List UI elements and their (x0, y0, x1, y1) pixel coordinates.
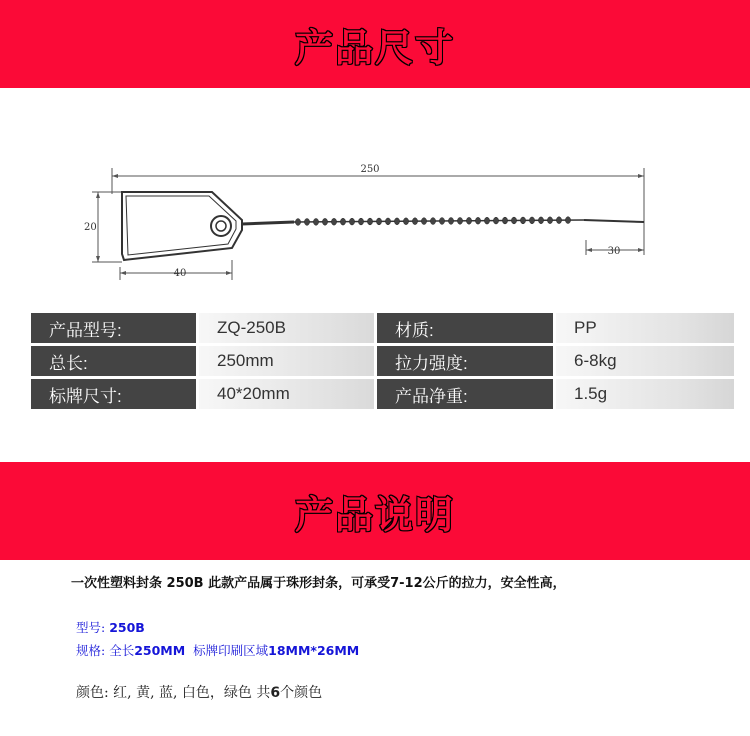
header-banner-description (0, 462, 750, 560)
strap-bead (484, 217, 489, 224)
strap-bead (502, 217, 507, 224)
spec-label-tag-size: 标牌尺寸: (31, 379, 196, 409)
strap-bead (340, 218, 345, 225)
dimension-height-label: 20 (84, 222, 97, 233)
strap-bead (421, 218, 426, 225)
header-banner-size (0, 0, 750, 88)
strap-bead (529, 217, 534, 224)
strap-bead (538, 217, 543, 224)
spec-value-material: PP (556, 313, 734, 343)
strap-bead (565, 217, 570, 224)
dimension-tail-label: 30 (607, 246, 621, 257)
strap-bead (412, 218, 417, 225)
strap-bead (385, 218, 390, 225)
size-prefix: 全长 (109, 643, 135, 658)
strap-bead (439, 218, 444, 225)
size-mid: 标牌印刷区域 (185, 643, 269, 658)
dimension-length-label: 250 (360, 164, 380, 175)
strap-bead (331, 218, 336, 225)
seal-dimension-drawing (84, 150, 664, 285)
strap-bead (394, 218, 399, 225)
strap-bead (511, 217, 516, 224)
spec-label-weight: 产品净重: (377, 379, 553, 409)
table-row (31, 379, 734, 409)
dimension-tag-width-label: 40 (173, 268, 187, 279)
strap-bead (457, 217, 462, 224)
strap-bead (304, 219, 309, 226)
strap-bead (376, 218, 381, 225)
spec-value-weight: 1.5g (556, 379, 734, 409)
strap-bead (448, 218, 453, 225)
spec-label-model: 产品型号: (31, 313, 196, 343)
model-value: 250B (109, 620, 145, 635)
spec-table (28, 310, 737, 412)
spec-value-length: 250mm (199, 346, 374, 376)
section-title-size: 产品尺寸 (294, 25, 455, 70)
spec-value-tensile: 6-8kg (556, 346, 734, 376)
colors-count: 6 (270, 685, 281, 701)
model-line (76, 618, 145, 636)
colors-line (76, 682, 322, 702)
strap-bead (349, 218, 354, 225)
strap-bead (547, 217, 552, 224)
spec-label-material: 材质: (377, 313, 553, 343)
size-area: 18MM*26MM (268, 643, 360, 658)
spec-value-tag-size: 40*20mm (199, 379, 374, 409)
size-line (76, 641, 359, 659)
strap-bead (322, 218, 327, 225)
strap-bead (367, 218, 372, 225)
size-label: 规格: (76, 643, 106, 658)
strap-bead (313, 218, 318, 225)
strap-bead (475, 217, 480, 224)
strap-bead (358, 218, 363, 225)
spec-label-length: 总长: (31, 346, 196, 376)
strap-bead (556, 217, 561, 224)
strap-bead (520, 217, 525, 224)
strap-bead (403, 218, 408, 225)
strap-bead (295, 219, 300, 226)
model-label: 型号: (76, 620, 106, 635)
product-intro-text: 一次性塑料封条 250B 此款产品属于珠形封条，可承受7-12公斤的拉力，安全性高， (71, 576, 566, 591)
strap-bead (430, 218, 435, 225)
strap-bead (493, 217, 498, 224)
section-title-description: 产品说明 (294, 492, 455, 537)
spec-value-model: ZQ-250B (199, 313, 374, 343)
spec-label-tensile: 拉力强度: (377, 346, 553, 376)
strap-bead (466, 217, 471, 224)
table-row (31, 346, 734, 376)
colors-prefix: 颜色: 红, 黄, 蓝, 白色，绿色 共 (76, 685, 271, 701)
table-row (31, 313, 734, 343)
colors-suffix: 个颜色 (280, 685, 323, 701)
size-length: 250MM (134, 643, 186, 658)
